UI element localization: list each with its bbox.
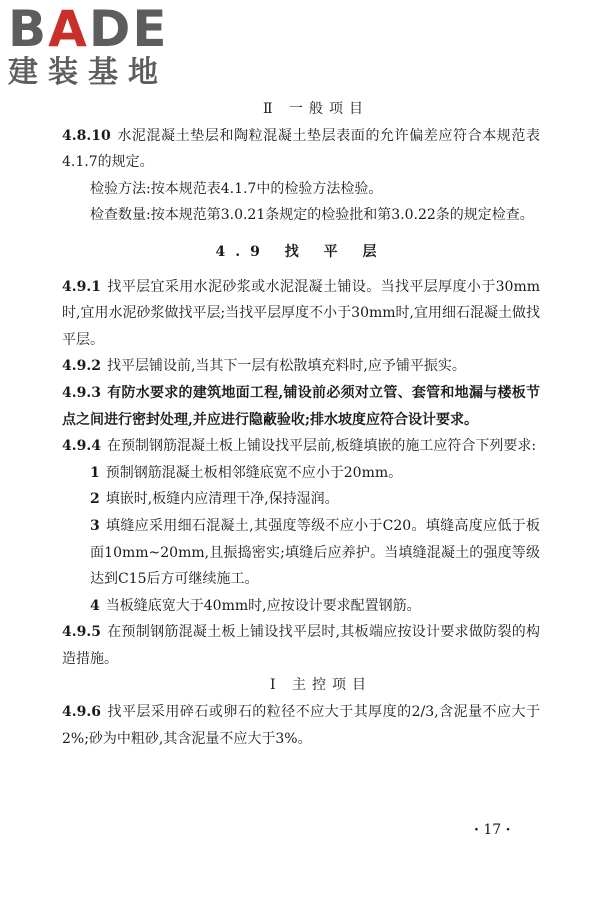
clause-number: 4.9.3 <box>62 384 101 401</box>
clause-4-9-5 <box>62 619 540 672</box>
clause-text: 在预制钢筋混凝土板上铺设找平层前,板缝填嵌的施工应符合下列要求: <box>106 438 537 455</box>
main-control-items-heading: Ⅰ 主控项目 <box>270 677 372 694</box>
logo-letter-a-accent: A <box>48 0 89 58</box>
general-items-heading: Ⅱ 一般项目 <box>263 101 369 117</box>
bade-logo-text <box>8 0 169 58</box>
clause-4-8-10 <box>62 123 540 176</box>
list-item <box>62 460 540 487</box>
bullet-dot-icon: · <box>505 822 511 838</box>
item-number: 2 <box>90 491 100 508</box>
inspection-method: 检验方法:按本规范表4.1.7中的检验方法检验。 <box>90 180 383 197</box>
clause-number: 4.9.1 <box>62 278 101 295</box>
clause-4-9-4 <box>62 433 540 460</box>
clause-text: 在预制钢筋混凝土板上铺设找平层时,其板端应按设计要求做防裂的构造措施。 <box>62 624 540 667</box>
item-text: 当板缝底宽大于40mm时,应按设计要求配置钢筋。 <box>105 597 421 614</box>
item-number: 3 <box>90 517 100 534</box>
clause-text: 找平层采用碎石或卵石的粒径不应大于其厚度的2/3,含泥量不应大于2%;砂为中粗砂,其含泥量不应大于3%。 <box>62 704 540 747</box>
bullet-dot-icon: · <box>474 822 479 838</box>
clause-number: 4.9.2 <box>62 358 101 375</box>
page-number <box>474 822 510 838</box>
clause-4-9-3-mandatory <box>62 380 540 433</box>
item-text: 填嵌时,板缝内应清理干净,保持湿润。 <box>105 491 339 508</box>
logo-letter-b: B <box>8 0 49 58</box>
clause-4-9-2 <box>62 353 540 380</box>
item-text: 填缝应采用细石混凝土,其强度等级不应小于C20。填缝高度应低于板面10mm~20mm,且振捣密实;填缝后应养护。当填缝混凝土的强度等级达到C15后方可继续施工。 <box>90 517 540 588</box>
clause-text: 水泥混凝土垫层和陶粒混凝土垫层表面的允许偏差应符合本规范表4.1.7的规定。 <box>62 127 540 171</box>
item-number: 4 <box>90 597 100 614</box>
list-item <box>62 593 540 620</box>
clause-number: 4.8.10 <box>62 127 111 144</box>
inspection-quantity: 检查数量:按本规范第3.0.21条规定的检验批和第3.0.22条的规定检查。 <box>90 207 534 224</box>
clause-4-9-6 <box>62 699 540 752</box>
logo-letters-de: DE <box>88 0 169 58</box>
list-item <box>62 486 540 513</box>
document-page <box>62 96 540 752</box>
bade-watermark-logo <box>8 0 169 90</box>
logo-subtitle: 建装基地 <box>8 55 168 90</box>
clause-number: 4.9.6 <box>62 704 101 721</box>
item-text: 预制钢筋混凝土板相邻缝底宽不应小于20mm。 <box>105 464 403 481</box>
clause-number: 4.9.4 <box>62 438 101 455</box>
section-title: 4.9 找 平 层 <box>215 243 387 260</box>
clause-text: 有防水要求的建筑地面工程,铺设前必须对立管、套管和地漏与楼板节点之间进行密封处理,并应进行隐蔽验收;排水坡度应符合设计要求。 <box>62 384 540 428</box>
clause-4-9-1 <box>62 274 540 354</box>
page-number-value: 17 <box>483 822 502 838</box>
clause-text: 找平层宜采用水泥砂浆或水泥混凝土铺设。当找平层厚度小于30mm时,宜用水泥砂浆做找平层;当找平层厚度不小于30mm时,宜用细石混凝土做找平层。 <box>62 278 540 348</box>
item-number: 1 <box>90 464 100 481</box>
list-item <box>62 513 540 593</box>
clause-text: 找平层铺设前,当其下一层有松散填充料时,应予铺平振实。 <box>106 358 466 375</box>
clause-number: 4.9.5 <box>62 624 101 641</box>
